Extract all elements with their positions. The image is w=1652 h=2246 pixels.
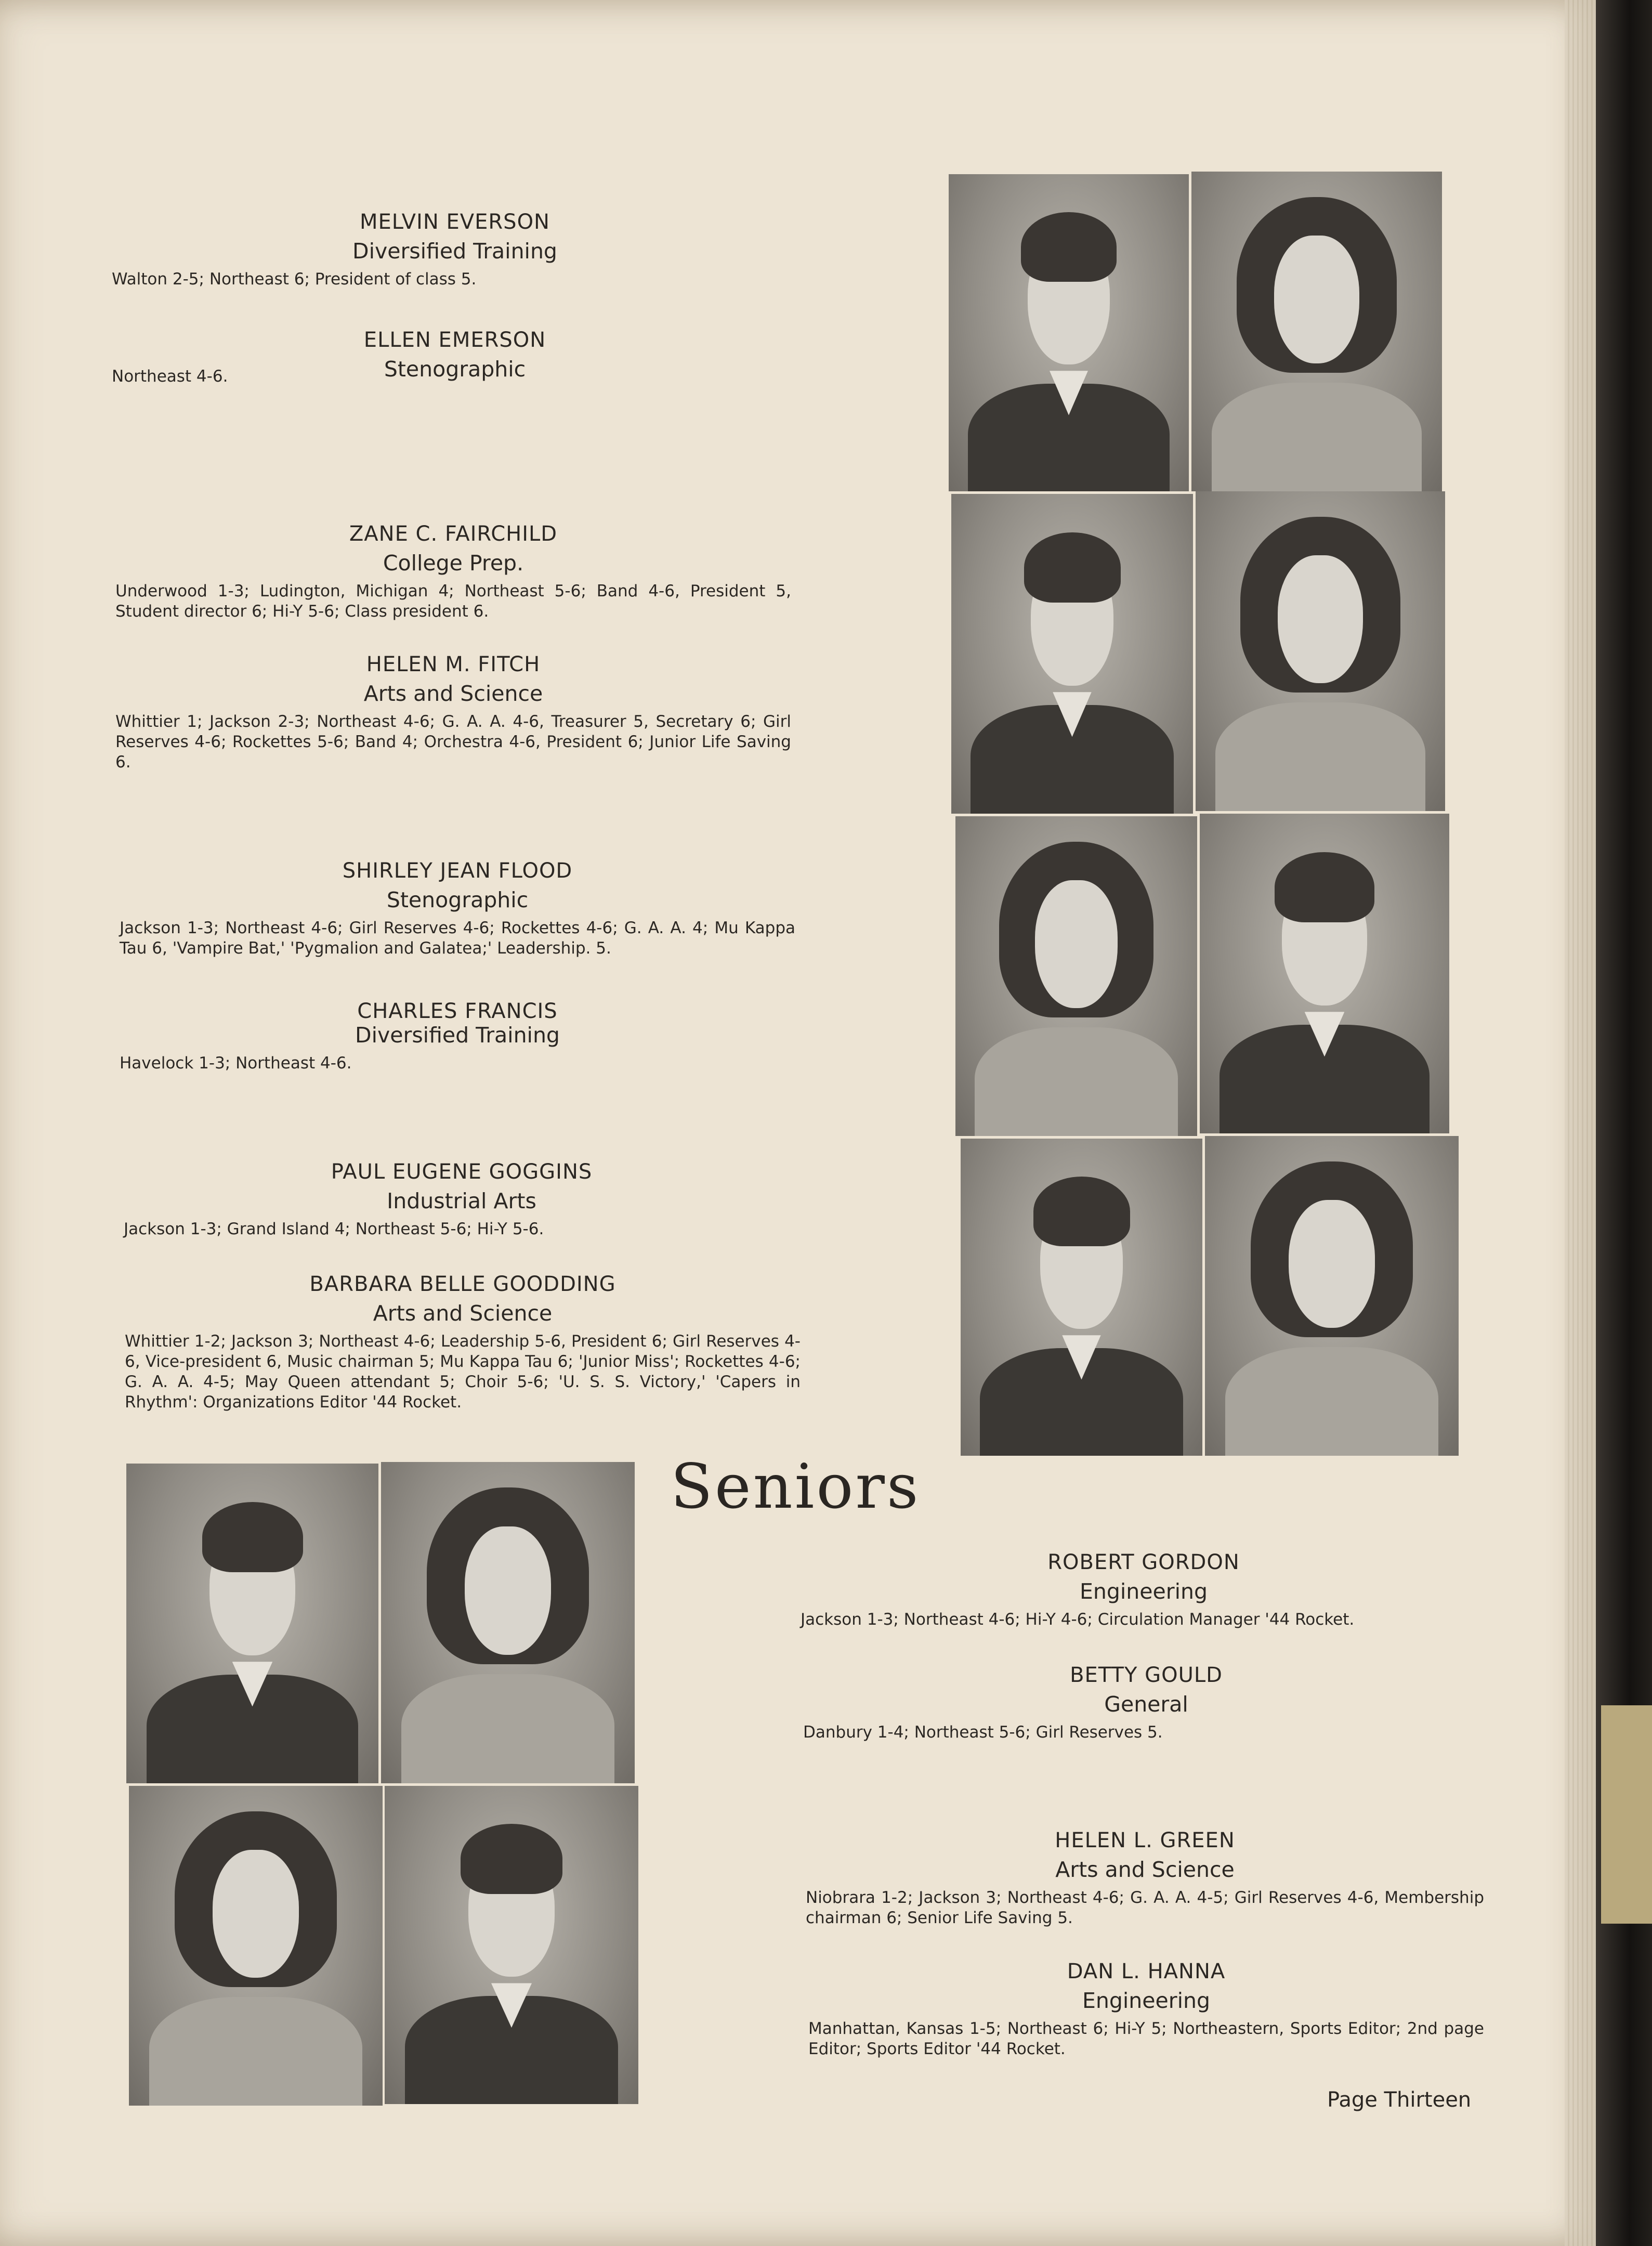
portrait-photo (126, 1464, 378, 1783)
entry-course: General (1104, 1692, 1188, 1717)
entry-course: College Prep. (383, 551, 524, 576)
entry-description: Whittier 1-2; Jackson 3; Northeast 4-6; Leadership 5-6, President 6; Girl Reserves 4-6, Vice-president 6, Music chairman 5; Mu Kappa Tau 6; 'Junior Miss'; Rockettes 4-6; G. A. A. 4-5; May Queen attendant 5; Choir 5-6; 'U. S. S. Victory,' 'Capers in Rhythm': Organizations Editor '44 Rocket. (125, 1332, 801, 1412)
entry-paul-goggins (124, 1158, 799, 1239)
entry-course: Engineering (1082, 1988, 1210, 2013)
entry-course: Stenographic (384, 357, 526, 382)
entry-course: Engineering (1080, 1579, 1208, 1604)
entry-helen-fitch (115, 650, 791, 773)
entry-description: Northeast 4-6. (112, 367, 228, 386)
entry-description: Jackson 1-3; Northeast 4-6; Hi-Y 4-6; Circulation Manager '44 Rocket. (801, 1610, 1355, 1629)
portrait-photo (1200, 814, 1449, 1133)
portrait-photo (1196, 491, 1445, 811)
entry-course: Industrial Arts (387, 1189, 536, 1213)
portrait-photo (129, 1786, 383, 2106)
portrait-photo (1191, 172, 1442, 491)
entry-course: Stenographic (386, 887, 529, 912)
entry-zane-fairchild (115, 520, 791, 622)
entry-course: Arts and Science (1055, 1857, 1235, 1882)
page-number: Page Thirteen (1327, 2088, 1472, 2112)
entry-name: ROBERT GORDON (1047, 1550, 1240, 1574)
portrait-photo (949, 174, 1189, 491)
entry-description: Danbury 1-4; Northeast 5-6; Girl Reserves 5. (803, 1723, 1163, 1742)
entry-description: Underwood 1-3; Ludington, Michigan 4; Northeast 5-6; Band 4-6, President 5, Student director 6; Hi-Y 5-6; Class president 6. (115, 582, 791, 621)
entry-description: Jackson 1-3; Grand Island 4; Northeast 5-6; Hi-Y 5-6. (124, 1220, 544, 1238)
entry-description: Havelock 1-3; Northeast 4-6. (120, 1054, 352, 1073)
page-title: Seniors (671, 1451, 921, 1522)
entry-ellen-emerson (112, 326, 788, 387)
entry-helen-green (806, 1826, 1484, 1928)
portrait-photo (961, 1139, 1202, 1456)
entry-charles-francis (120, 997, 795, 1074)
entry-name: ELLEN EMERSON (363, 328, 546, 352)
entry-name: BETTY GOULD (1070, 1663, 1223, 1687)
entry-name: DAN L. HANNA (1067, 1960, 1226, 1983)
entry-course: Arts and Science (363, 681, 543, 706)
entry-course: Arts and Science (373, 1301, 553, 1326)
entry-description: Walton 2-5; Northeast 6; President of class 5. (112, 270, 477, 289)
page-edges (1565, 0, 1596, 2246)
entry-melvin-everson (112, 208, 788, 290)
portrait-photo (955, 816, 1197, 1136)
entry-barbara-goodding (125, 1270, 801, 1413)
entry-name: SHIRLEY JEAN FLOOD (342, 859, 573, 883)
entry-course: Diversified Training (355, 1023, 560, 1048)
book-spine (1596, 0, 1652, 2246)
entry-description: Whittier 1; Jackson 2-3; Northeast 4-6; G. A. A. 4-6, Treasurer 5, Secretary 6; Girl Reserves 4-6; Rockettes 5-6; Band 4; Orchestra 4-6, President 6; Junior Life Saving 6. (115, 712, 791, 772)
entry-description: Manhattan, Kansas 1-5; Northeast 6; Hi-Y 5; Northeastern, Sports Editor; 2nd page Editor; Sports Editor '44 Rocket. (808, 2019, 1484, 2058)
entry-name: HELEN L. GREEN (1055, 1829, 1235, 1852)
spine-tab (1601, 1705, 1652, 1924)
entry-shirley-flood (120, 857, 795, 959)
entry-name: HELEN M. FITCH (366, 652, 541, 676)
portrait-photo (951, 494, 1193, 814)
entry-name: BARBARA BELLE GOODDING (309, 1272, 616, 1296)
entry-name: MELVIN EVERSON (360, 210, 550, 234)
entry-course: Diversified Training (352, 239, 557, 264)
entry-name: ZANE C. FAIRCHILD (349, 522, 558, 546)
entry-description: Niobrara 1-2; Jackson 3; Northeast 4-6; G. A. A. 4-5; Girl Reserves 4-6, Membership chairman 6; Senior Life Saving 5. (806, 1888, 1484, 1927)
entry-description: Jackson 1-3; Northeast 4-6; Girl Reserves 4-6; Rockettes 4-6; G. A. A. 4; Mu Kappa Tau 6, 'Vampire Bat,' 'Pygmalion and Galatea;' Leadership. 5. (120, 919, 795, 958)
portrait-photo (1205, 1136, 1459, 1456)
entry-robert-gordon (801, 1548, 1487, 1630)
entry-betty-gould (803, 1661, 1489, 1743)
entry-name: CHARLES FRANCIS (357, 999, 558, 1023)
portrait-photo (385, 1786, 638, 2104)
entry-dan-hanna (808, 1957, 1484, 2059)
entry-name: PAUL EUGENE GOGGINS (331, 1160, 593, 1184)
portrait-photo (381, 1462, 635, 1783)
